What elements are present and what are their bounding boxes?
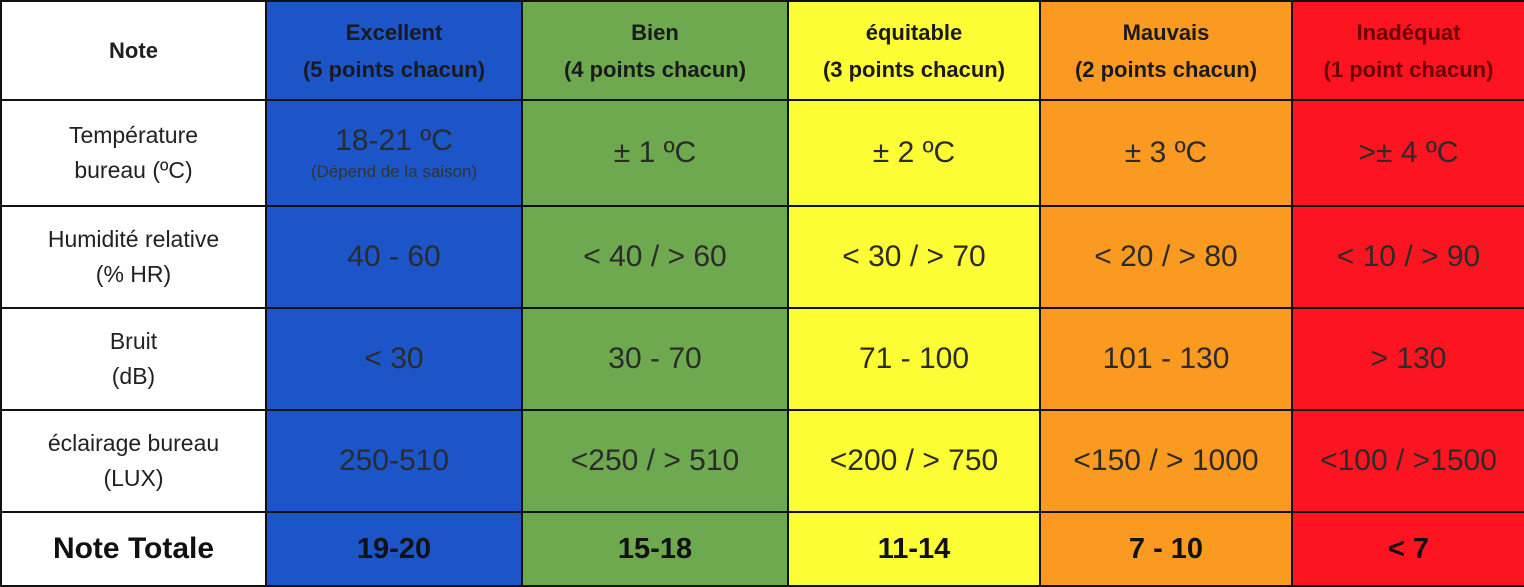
value-text: 18-21 ºC	[335, 124, 453, 157]
row-total	[1, 512, 1524, 586]
total-label-cell	[1, 512, 266, 586]
value-cell-excellent	[266, 206, 522, 308]
value-text: 250-510	[338, 444, 450, 477]
value-cell-mauvais	[1040, 410, 1292, 512]
criterion-label-line2: bureau (ºC)	[74, 157, 193, 183]
value-cell-equitable	[788, 206, 1040, 308]
value-text: <100 / >1500	[1320, 444, 1497, 477]
criterion-label-line1: éclairage bureau	[47, 430, 220, 456]
level-name: Inadéquat	[1356, 19, 1461, 45]
total-cell-mauvais	[1040, 512, 1292, 586]
value-text: ± 3 ºC	[1124, 136, 1208, 169]
total-label: Note Totale	[52, 532, 215, 565]
criterion-label-cell	[1, 308, 266, 410]
total-value: 7 - 10	[1128, 532, 1204, 565]
value-text: 71 - 100	[858, 342, 970, 375]
value-cell-bien	[522, 308, 788, 410]
value-cell-equitable	[788, 410, 1040, 512]
value-cell-excellent	[266, 308, 522, 410]
total-cell-equitable	[788, 512, 1040, 586]
total-value: < 7	[1387, 532, 1430, 565]
value-cell-bien	[522, 410, 788, 512]
value-cell-inadequat	[1292, 100, 1524, 206]
value-text: ± 1 ºC	[613, 136, 697, 169]
level-points: (1 point chacun)	[1323, 56, 1494, 82]
criterion-label-cell	[1, 206, 266, 308]
header-level-inadequat	[1292, 1, 1524, 100]
row-humidity	[1, 206, 1524, 308]
value-text: 40 - 60	[347, 240, 441, 273]
header-criteria-cell	[1, 1, 266, 100]
value-text: < 40 / > 60	[583, 240, 727, 273]
level-name: Mauvais	[1122, 19, 1210, 45]
value-cell-excellent	[266, 100, 522, 206]
row-temperature	[1, 100, 1524, 206]
value-text: 101 - 130	[1102, 342, 1230, 375]
level-points: (2 points chacun)	[1074, 56, 1258, 82]
level-points: (4 points chacun)	[563, 56, 747, 82]
value-text: < 10 / > 90	[1336, 240, 1481, 273]
level-name: Bien	[631, 19, 679, 45]
header-level-bien	[522, 1, 788, 100]
criterion-label-cell	[1, 100, 266, 206]
header-level-mauvais	[1040, 1, 1292, 100]
value-text: >± 4 ºC	[1358, 136, 1459, 169]
value-cell-equitable	[788, 100, 1040, 206]
criterion-label-cell	[1, 410, 266, 512]
level-points: (5 points chacun)	[302, 56, 486, 82]
criterion-label-line1: Bruit	[109, 328, 158, 354]
value-note: (Dépend de la saison)	[310, 162, 478, 181]
total-value: 19-20	[356, 532, 432, 565]
total-cell-inadequat	[1292, 512, 1524, 586]
level-name: équitable	[865, 19, 963, 45]
value-cell-inadequat	[1292, 410, 1524, 512]
value-text: > 130	[1370, 342, 1447, 375]
value-text: 30 - 70	[608, 342, 702, 375]
value-cell-equitable	[788, 308, 1040, 410]
value-cell-mauvais	[1040, 100, 1292, 206]
total-value: 11-14	[877, 532, 951, 565]
criterion-label-line2: (LUX)	[103, 465, 164, 491]
value-text: <200 / > 750	[829, 444, 999, 477]
value-text: < 30	[364, 342, 424, 375]
criterion-label-line1: Température	[68, 122, 199, 148]
header-level-excellent	[266, 1, 522, 100]
value-text: <250 / > 510	[570, 444, 740, 477]
value-cell-bien	[522, 100, 788, 206]
value-cell-inadequat	[1292, 206, 1524, 308]
header-row	[1, 1, 1524, 100]
total-value: 15-18	[617, 532, 693, 565]
total-cell-excellent	[266, 512, 522, 586]
header-level-equitable	[788, 1, 1040, 100]
row-noise	[1, 308, 1524, 410]
value-text: < 20 / > 80	[1094, 240, 1238, 273]
value-cell-excellent	[266, 410, 522, 512]
value-cell-bien	[522, 206, 788, 308]
value-text: <150 / > 1000	[1073, 444, 1259, 477]
level-name: Excellent	[345, 19, 443, 45]
value-text: ± 2 ºC	[872, 136, 956, 169]
value-text: < 30 / > 70	[842, 240, 986, 273]
value-cell-inadequat	[1292, 308, 1524, 410]
total-cell-bien	[522, 512, 788, 586]
level-points: (3 points chacun)	[822, 56, 1006, 82]
header-criteria-label: Note	[109, 38, 158, 63]
criterion-label-line2: (% HR)	[95, 261, 172, 287]
row-lighting	[1, 410, 1524, 512]
value-cell-mauvais	[1040, 206, 1292, 308]
criterion-label-line2: (dB)	[111, 363, 156, 389]
criterion-label-line1: Humidité relative	[47, 226, 220, 252]
value-cell-mauvais	[1040, 308, 1292, 410]
